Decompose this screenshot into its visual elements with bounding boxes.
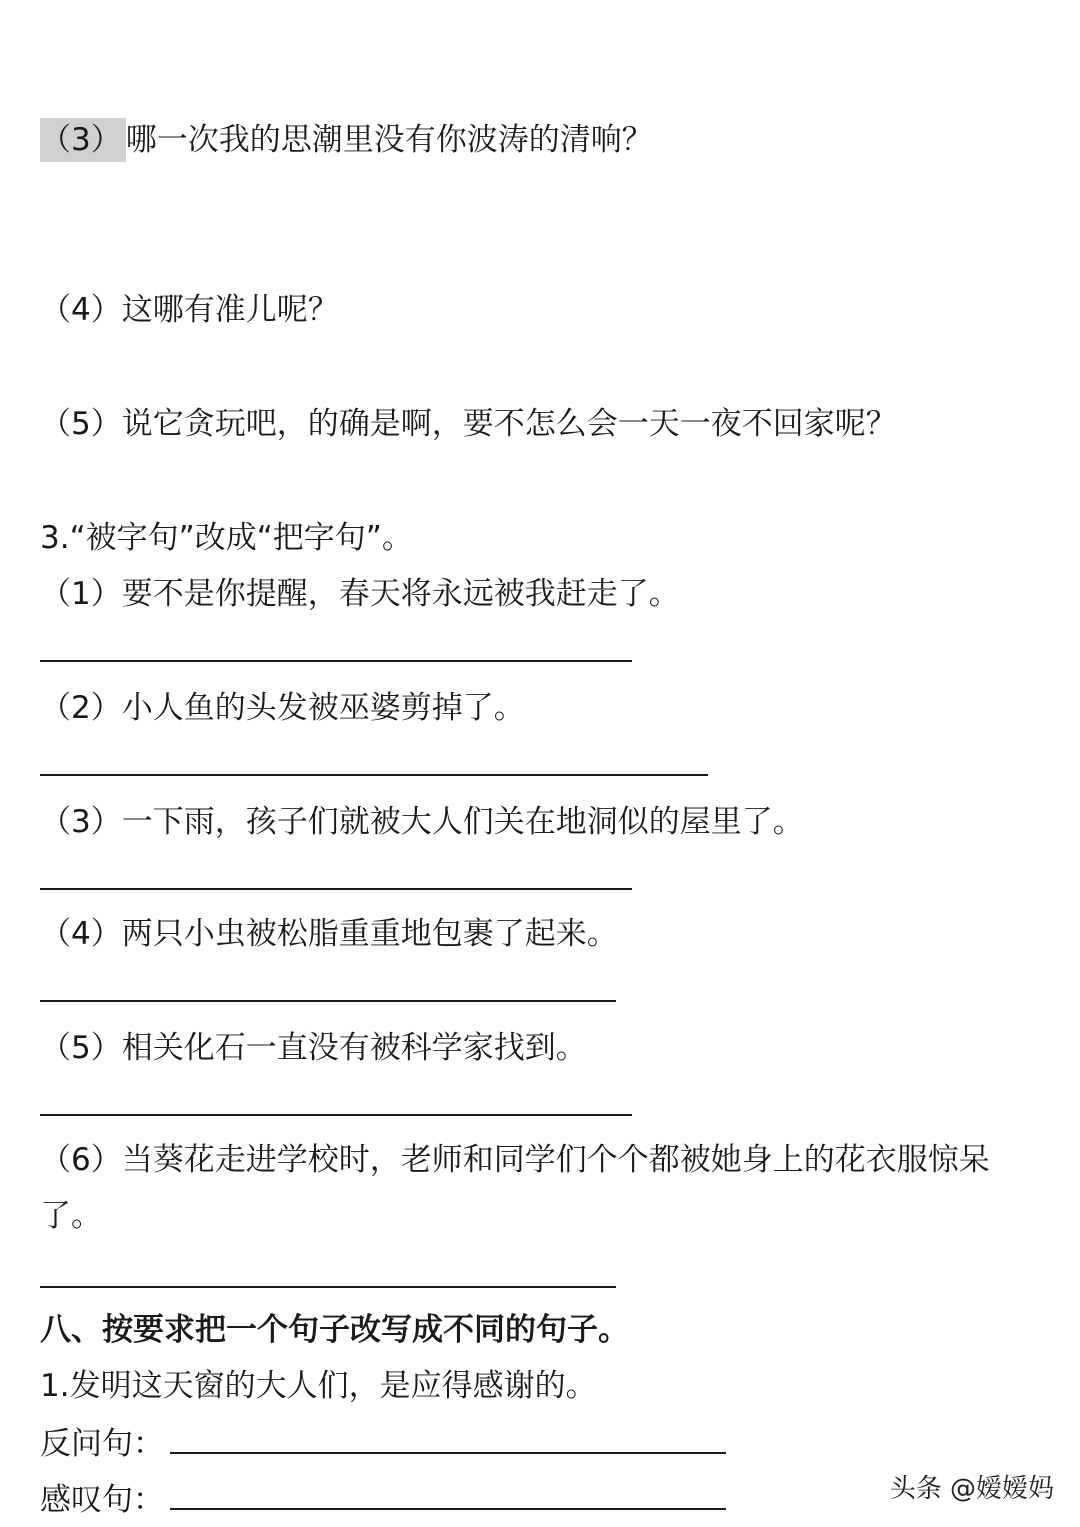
- exclamation-label: 感叹句：: [40, 1482, 164, 1518]
- section-3-item-2: （2）小人鱼的头发被巫婆剪掉了。: [40, 690, 525, 726]
- watermark: 头条 @嫒嫒妈: [889, 1474, 1054, 1504]
- sentence-5-text: 说它贪玩吧，的确是啊，要不怎么会一天一夜不回家呢？: [121, 406, 897, 442]
- rhetorical-question-row: [40, 1424, 726, 1464]
- sentence-3: [40, 118, 653, 162]
- exclamation-blank[interactable]: [170, 1480, 726, 1510]
- answer-blank-1[interactable]: [40, 660, 632, 662]
- section-3-item-6-cont: 了。: [40, 1198, 102, 1234]
- sentence-4-text: 这哪有准儿呢？: [121, 292, 339, 328]
- exclamation-row: [40, 1480, 726, 1520]
- answer-blank-6[interactable]: [40, 1286, 616, 1288]
- sentence-4: [40, 290, 339, 330]
- section-3-item-1: （1）要不是你提醒，春天将永远被我赶走了。: [40, 576, 680, 612]
- section-3-item-5: （5）相关化石一直没有被科学家找到。: [40, 1030, 587, 1066]
- section-3-item-6: （6）当葵花走进学校时，老师和同学们个个都被她身上的花衣服惊呆: [40, 1142, 990, 1178]
- sentence-3-number: （3）: [40, 118, 126, 162]
- sentence-5: [40, 404, 897, 444]
- section-8-heading: 八、按要求把一个句子改写成不同的句子。: [40, 1312, 629, 1348]
- sentence-5-number: （5）: [40, 406, 122, 442]
- answer-blank-4[interactable]: [40, 1000, 616, 1002]
- section-3-item-3: （3）一下雨，孩子们就被大人们关在地洞似的屋里了。: [40, 804, 804, 840]
- rhetorical-question-label: 反问句：: [40, 1426, 164, 1462]
- sentence-4-number: （4）: [40, 292, 122, 328]
- answer-blank-2[interactable]: [40, 774, 708, 776]
- sentence-3-text: 哪一次我的思潮里没有你波涛的清响？: [125, 122, 653, 158]
- answer-blank-5[interactable]: [40, 1114, 632, 1116]
- section-3-title: 3.“被字句”改成“把字句”。: [40, 520, 413, 556]
- section-8-sub-1: 1.发明这天窗的大人们，是应得感谢的。: [40, 1368, 597, 1404]
- answer-blank-3[interactable]: [40, 888, 632, 890]
- section-3-item-4: （4）两只小虫被松脂重重地包裹了起来。: [40, 916, 618, 952]
- rhetorical-question-blank[interactable]: [170, 1424, 726, 1454]
